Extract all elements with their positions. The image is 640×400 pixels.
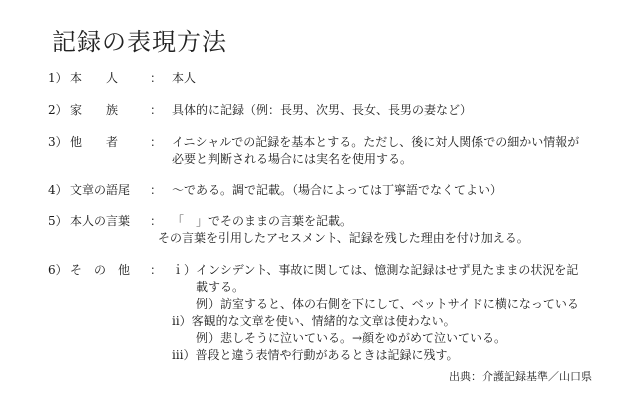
item-label: 家 族 bbox=[70, 103, 119, 117]
list-item bbox=[0, 262, 640, 364]
item-number: 3） bbox=[48, 135, 68, 149]
item-number: 2） bbox=[48, 103, 68, 117]
item-text: ⅲ）普段と違う表情や行動があるときは記録に残す。 bbox=[172, 348, 459, 362]
item-text: 「 」でそのままの言葉を記載。 bbox=[172, 214, 353, 228]
list-item bbox=[0, 134, 640, 170]
list-item bbox=[0, 70, 640, 88]
item-colon: ： bbox=[150, 263, 163, 277]
item-text: ｉ）インシデント、事故に関しては、憶測な記録はせず見たままの状況を記 bbox=[172, 263, 579, 277]
item-colon: ： bbox=[150, 103, 163, 117]
item-text: 例）訪室すると、体の右側を下にして、ベットサイドに横になっている bbox=[196, 297, 579, 311]
item-number: 1） bbox=[48, 71, 68, 85]
item-text: 必要と判断される場合には実名を使用する。 bbox=[172, 152, 413, 166]
item-text: 例）悲しそうに泣いている。→顔をゆがめて泣いている。 bbox=[196, 331, 507, 345]
list-item bbox=[0, 102, 640, 120]
item-text: イニシャルでの記録を基本とする。ただし、後に対人関係での細かい情報が bbox=[172, 135, 580, 149]
item-colon: ： bbox=[150, 214, 163, 228]
item-text: その言葉を引用したアセスメント、記録を残した理由を付け加える。 bbox=[158, 231, 529, 245]
list-item bbox=[0, 182, 640, 200]
item-label: 本 人 bbox=[70, 71, 119, 85]
item-label: 本人の言葉 bbox=[70, 214, 131, 228]
item-text: 具体的に記録（例：長男、次男、長女、長男の妻など） bbox=[172, 103, 473, 117]
item-label: 他 者 bbox=[70, 135, 119, 149]
item-text: 載する。 bbox=[196, 280, 245, 294]
list-item bbox=[0, 213, 640, 249]
item-number: 6） bbox=[48, 263, 68, 277]
item-label: 文章の語尾 bbox=[70, 183, 131, 197]
source-note: 出典：介護記録基準／山口県 bbox=[449, 370, 592, 383]
item-number: 5） bbox=[48, 214, 68, 228]
item-text: ⅱ）客観的な文章を使い、情緒的な文章は使わない。 bbox=[172, 314, 456, 328]
page-title: 記録の表現方法 bbox=[52, 28, 227, 56]
item-text: 本人 bbox=[172, 71, 197, 85]
item-colon: ： bbox=[150, 71, 163, 85]
item-label: そ の 他 bbox=[70, 263, 131, 277]
item-colon: ： bbox=[150, 183, 163, 197]
item-colon: ： bbox=[150, 135, 163, 149]
item-number: 4） bbox=[48, 183, 68, 197]
item-text: ～である。調で記載。（場合によっては丁寧語でなくてよい） bbox=[172, 183, 503, 197]
